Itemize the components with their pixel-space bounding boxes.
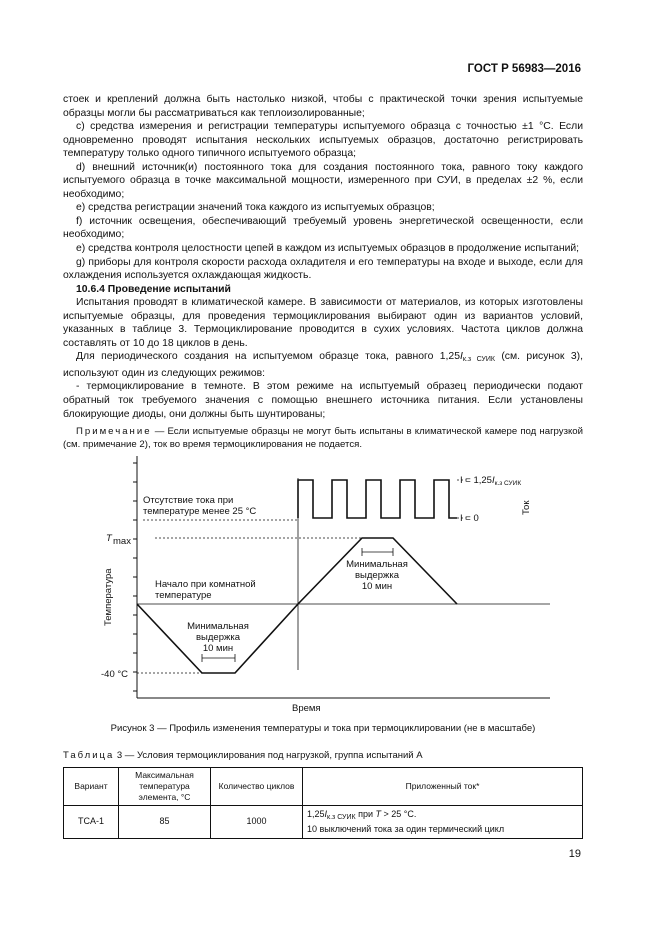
text-span: > 25 °C. — [381, 809, 417, 819]
current-low-label: I = 0 — [460, 513, 479, 524]
list-item-d: d) внешний источник(и) постоянного тока для создания постоянного тока, равного току каждого испытуемого образца в точке максимальной мощности, измеренного при СУИ, в пределах ±2 %, если необходимо; — [63, 161, 583, 200]
label-minhold-bottom-3: 10 мин — [202, 643, 234, 654]
label-minus40: -40 °C — [101, 669, 129, 680]
header-max-temp: Максимальная температура элемента, °C — [119, 768, 211, 806]
text-span: 1,25 — [307, 809, 325, 819]
current-axis-label: Ток — [521, 500, 532, 515]
table-caption-label: Таблица — [63, 750, 115, 761]
text-span: Для периодического создания на испытуемом образце тока, равного 1,25 — [76, 351, 460, 363]
y-axis-label: Температура — [103, 568, 114, 626]
paragraph: Испытания проводят в климатической камере. В зависимости от материалов, из которых изготовлены испытуемые образцы, для проведения термоциклирования выбирают один из вариантов условий, указанных в таблице 3. Термоциклирование проводится в сухих условиях. Частота циклов должна составлять от 10 до 18 циклов в день. — [63, 297, 583, 349]
table-3 — [63, 767, 583, 839]
label-minhold-top-2: выдержка — [355, 570, 399, 581]
y-ticks — [133, 463, 137, 691]
label-tmax: T — [106, 533, 112, 544]
subscript: к.з СУИК — [327, 814, 356, 821]
header-cycles: Количество циклов — [211, 768, 303, 806]
table-caption — [63, 750, 423, 761]
note-text: — Если испытуемые образцы не могут быть испытаны в климатической камере под нагрузкой (см. примечание 2), ток во время термоциклирования не подается. — [63, 426, 583, 450]
subscript: к.з СУИК — [462, 356, 495, 364]
list-item-g: g) приборы для контроля скорости расхода охладителя и его температуры на входе и выходе, если для охлаждения используется охлаждающая жидкость. — [63, 256, 583, 282]
document-code: ГОСТ Р 56983—2016 — [467, 63, 581, 75]
paragraph: - термоциклирование в темноте. В этом режиме на испытуемый образец периодически подают обратный ток требуемого значения с помощью внешнего источника питания. Если установлены блокирующие диоды, они должны быть шунтированы; — [63, 381, 583, 420]
cell-variant: TCA-1 — [64, 806, 119, 839]
table-row — [64, 806, 583, 839]
figure-caption: Рисунок 3 — Профиль изменения температуры и тока при термоциклировании (не в масштабе) — [110, 723, 536, 734]
label-start-1: Начало при комнатной — [155, 579, 256, 590]
current-high-label — [460, 475, 521, 487]
current-high-i: I — [491, 475, 495, 486]
header-current: Приложенный ток* — [303, 768, 583, 806]
label-minhold-top-3: 10 мин — [361, 581, 393, 592]
cell-current-line2: 10 выключений тока за один термический цикл — [307, 823, 505, 834]
section-title: 10.6.4 Проведение испытаний — [76, 283, 231, 295]
label-start-2: температуре — [155, 590, 212, 601]
note-label: Примечание — [76, 426, 152, 438]
cell-cycles: 1000 — [211, 806, 303, 839]
label-minhold-bottom-1: Минимальная — [187, 621, 249, 632]
figure-3 — [95, 448, 565, 723]
x-axis-label: Время — [292, 703, 321, 714]
label-no-current-2: температуре менее 25 °C — [143, 506, 257, 517]
symbol-t: T — [375, 809, 382, 819]
paragraph: стоек и креплений должна быть настолько низкой, чтобы с практической точки зрения испытуемые образцы могли бы рассматриваться как теплоизолированные; — [63, 94, 583, 119]
list-item-c: c) средства измерения и регистрации температуры испытуемого образца с точностью ±1 °C. Если одновременно проводят испытания нескольких испытуемых образцов, достаточно регистрировать температуру только одного типичного испытуемого образца; — [63, 121, 583, 160]
thermal-cycle-diagram — [95, 448, 565, 718]
text-span: при — [355, 809, 376, 819]
label-minhold-bottom-2: выдержка — [196, 632, 240, 643]
list-item-f: f) источник освещения, обеспечивающий требуемый уровень энергетической освещенности, если необходимо; — [63, 215, 583, 241]
header-variant: Вариант — [64, 768, 119, 806]
label-no-current-1: Отсутствие тока при — [143, 495, 234, 506]
list-item-e: e) средства регистрации значений тока каждого из испытуемых образцов; — [76, 202, 435, 214]
current-high-sub: к.з СУИК — [494, 480, 522, 487]
list-item-e2: e) средства контроля целостности цепей в каждом из испытуемых образцов в продолжение испытаний; — [76, 243, 580, 255]
table-caption-text: 3 — Условия термоциклирования под нагрузкой, группа испытаний А — [114, 750, 423, 761]
page-number: 19 — [568, 848, 581, 860]
symbol-i: I — [324, 809, 328, 819]
cell-current-line1 — [307, 809, 578, 824]
cell-current — [303, 806, 583, 839]
text-span: (см. рисунок 3), используют один из следующих режимов: — [63, 351, 583, 379]
paragraph — [63, 350, 583, 380]
body-text — [63, 93, 583, 452]
temperature-curve — [137, 538, 457, 673]
table-header-row — [64, 768, 583, 806]
symbol-i: I — [460, 351, 463, 363]
label-minhold-top-1: Минимальная — [346, 559, 408, 570]
label-tmax-sub: max — [113, 536, 131, 547]
cell-max-temp: 85 — [119, 806, 211, 839]
current-high-prefix: I = 1,25 — [460, 475, 492, 486]
current-square-wave — [298, 480, 457, 518]
